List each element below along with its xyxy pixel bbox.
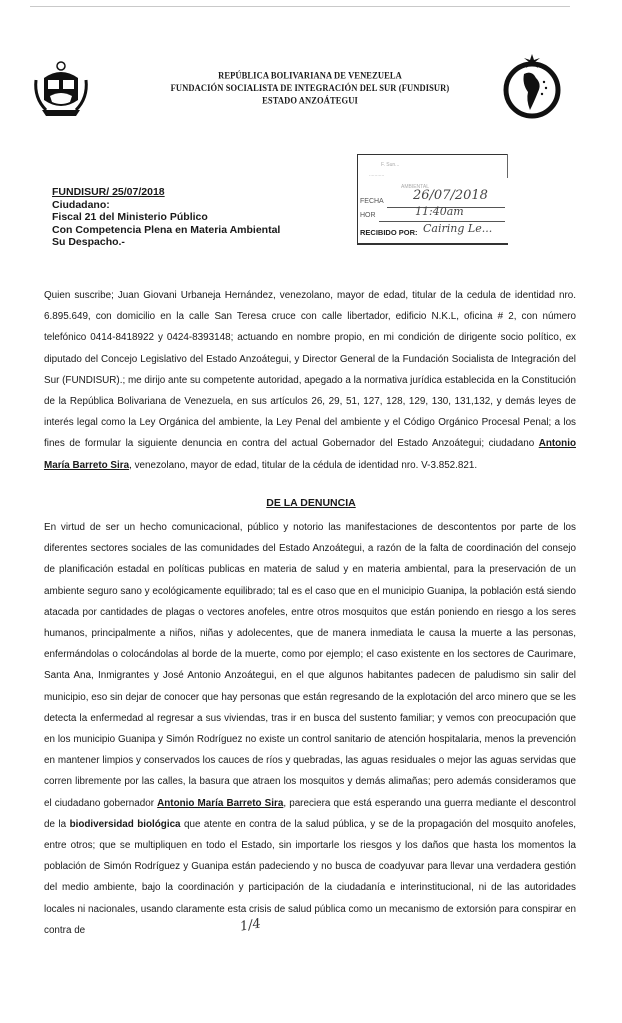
- letterhead-country: REPÚBLICA BOLIVARIANA DE VENEZUELA: [218, 70, 402, 81]
- accused-name: Antonio María Barreto Sira: [44, 438, 576, 471]
- paragraph-text: Quien suscribe; Juan Giovani Urbaneja Hernández, venezolano, mayor de edad, titular de la cedula de identidad nro. 6.895.649, con domicilio en la calle San Teresa cruce con calle libertador, edificio N.K.L, oficina # 2, con número telefónico 0414-8418922 y 0424-8393148; actuando en nombre propio, en mi condición de dirigente socio político, ex diputado del Concejo Legislativo del Estado Anzoátegui, y Director General de la Fundación Socialista de Integración del Sur (FUNDISUR).; me dirijo ante su competente autoridad, apegado a la normativa jurídica establecida en la Constitución de la República Bolivariana de Venezuela, en sus artículos 26, 29, 51, 127, 128, 129, 130, 131,132, y demás leyes de interés legal como la Ley Orgánica del ambiente, la Ley Penal del ambiente y el Código Orgánico Procesal Penal; a los fines de formular la siguiente denuncia en contra del actual Gobernador del Estado Anzoátegui; ciudadano: [44, 290, 576, 450]
- paragraph-text: que atente en contra de la salud pública, y se de la propagación del mosquito anofeles, entre otros; que se multipliquen en todo el Estado, sin importarle los riesgos y los daños que hasta los momentos la población de Simón Rodríguez y Guanipa están padeciendo y no busca de coadyuvar para llevar una verdadera gestión del medio ambiente, bajo la coordinación y participación de la ciudadanía e interinstitucional, ni de las autoridades locales ni nacionales, usando claramente esta crisis de salud pública como un mecanismo de extorsión para conspirar en contra de: [44, 818, 576, 936]
- paragraph-complainant: [44, 285, 576, 476]
- recipient-block: [52, 186, 280, 249]
- paragraph-complaint: [44, 517, 576, 941]
- recipient-title: Fiscal 21 del Ministerio Público: [52, 211, 208, 223]
- stamp-fecha-label: FECHA: [360, 198, 384, 205]
- stamp-faint-line: AMBIENTAL: [401, 184, 429, 190]
- stamp-right-edge: [507, 154, 508, 178]
- salutation: Ciudadano:: [52, 198, 110, 211]
- stamp-fecha-value: 26/07/2018: [413, 188, 488, 203]
- document-reference: FUNDISUR/ 25/07/2018: [52, 186, 165, 198]
- handwritten-initials: 1/4: [238, 916, 263, 935]
- stamp-faint-line: F. Sun...: [381, 162, 400, 168]
- letterhead: [150, 69, 470, 107]
- top-rule: [30, 6, 570, 7]
- accused-name: Antonio María Barreto Sira: [157, 797, 284, 809]
- recipient-competence: Con Competencia Plena en Materia Ambiental: [52, 223, 281, 236]
- stamp-hora-value: 11:40am: [415, 205, 464, 218]
- closing-line: Su Despacho.-: [52, 236, 125, 248]
- received-stamp: [357, 154, 511, 243]
- stamp-recibido-value: Cairing Le...: [423, 222, 493, 235]
- paragraph-text: , venezolano, mayor de edad, titular de la cédula de identidad nro. V-3.852.821.: [129, 459, 478, 471]
- stamp-faint-line: ...........: [369, 172, 385, 178]
- letterhead-state: ESTADO ANZOÁTEGUI: [262, 95, 358, 106]
- paragraph-text: , pareciera que está esperando una guerra mediante el descontrol de la: [44, 797, 576, 830]
- venezuela-coat-of-arms-icon: [32, 58, 90, 120]
- stamp-hora-label: HOR: [360, 212, 376, 219]
- paragraph-text: En virtud de ser un hecho comunicacional, público y notorio las manifestaciones de descontentos por parte de los diferentes sectores sociales de las comunidades del Estado Anzoátegui, a razón de la falta de coordinación del consejo de planificación estadal en políticas publicas en materia de salud y en materia ambiental, para la preservación de un ambiente seguro sano y ecológicamente equilibrado; tal es el caso que en el municipio Guanipa, la población está siendo atacada por cantidades de plagas o vectores anofeles, entre otros mosquitos que están poniendo en riesgo a los seres humanos, principalmente a niños, niñas y adolecentes, que de manera inmediata le causa la muerte a las personas, enfermándolas o colocándolas al borde de la muerte, como por ejemplo; el caso existente en los sectores de Caurimare, Santa Ana, Inmigrantes y José Antonio Anzoátegui, en el que algunos habitantes padecen de paludismo sin salir del municipio, eso sin dejar de conocer que hay personas que están regresando de la explotación del arco minero que se les detecta la enfermedad al regresar a sus viviendas, tras ir en busca del sustento familiar; y vemos con preocupación que en los municipio Guanipa y Simón Rodríguez no existe un control sanitario de atención hospitalaria, menos la prevención en mantener limpios y conservados los cauces de ríos y quebradas, las aguas residuales o mejor las aguas servidas que corren libremente por las calles, la basura que atraen los mosquitos y demás alimañas; pero además consideramos que el ciudadano gobernador: [44, 522, 576, 809]
- section-heading: [0, 497, 622, 509]
- emphasis-text: biodiversidad biológica: [69, 818, 181, 830]
- fundisur-logo-icon: [498, 52, 566, 122]
- stamp-recibido-label: RECIBIDO POR:: [360, 228, 418, 237]
- letterhead-organization: FUNDACIÓN SOCIALISTA DE INTEGRACIÓN DEL SUR (FUNDISUR): [170, 82, 450, 94]
- section-heading-text: DE LA DENUNCIA: [266, 497, 356, 509]
